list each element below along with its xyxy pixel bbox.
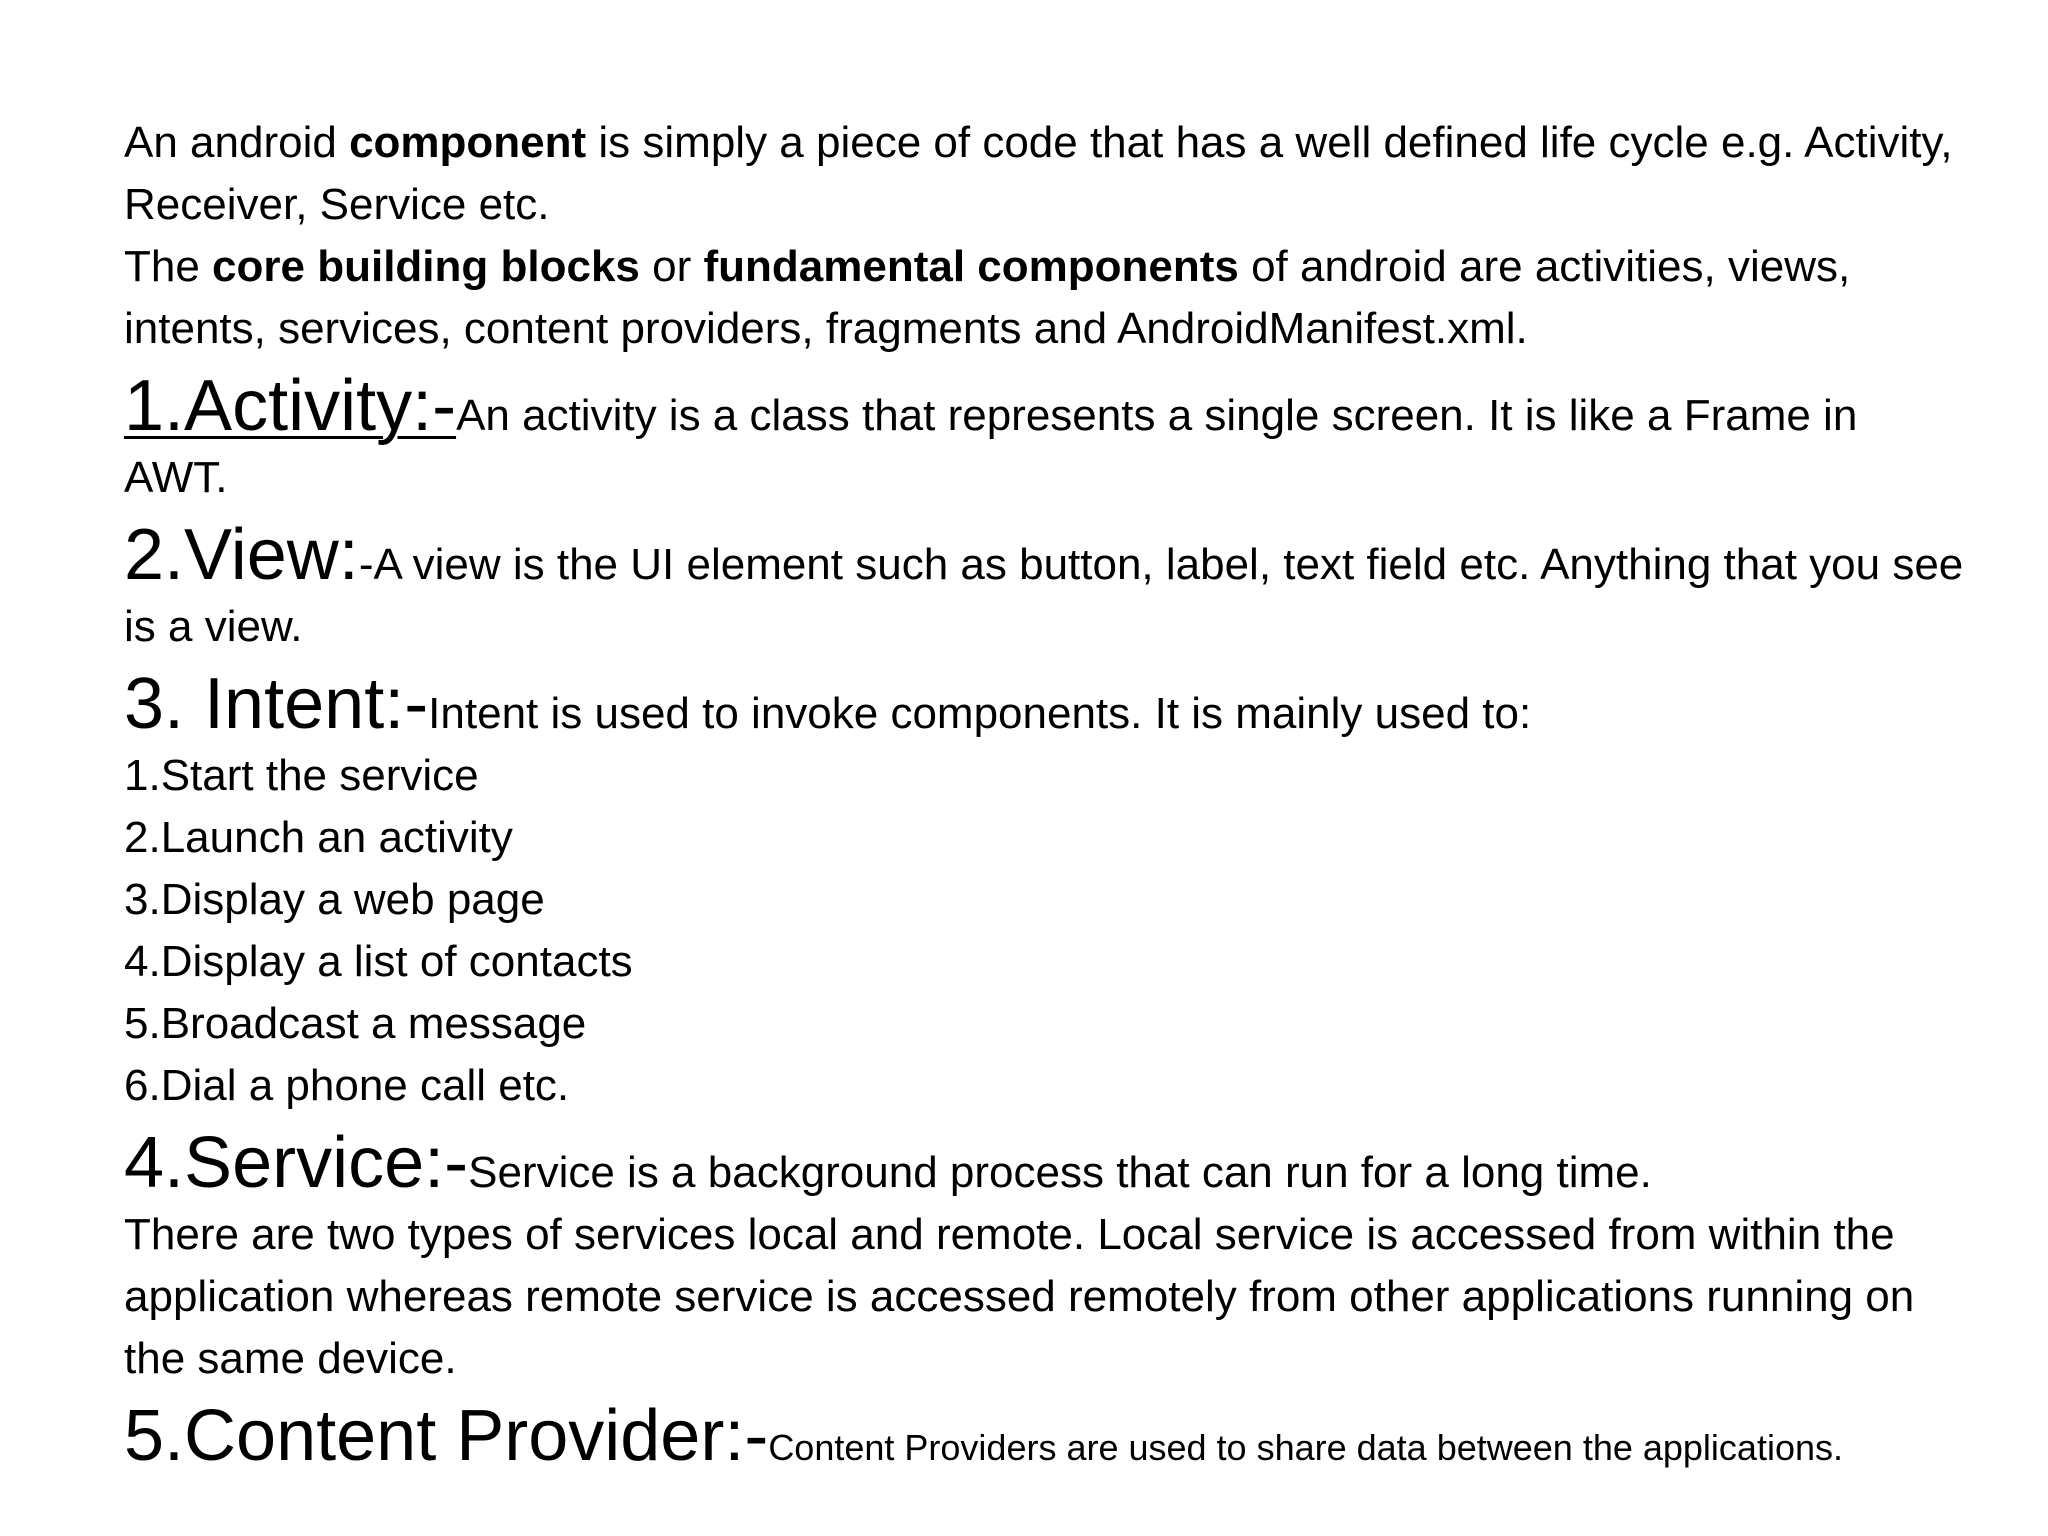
- service-detail: There are two types of services local and remote. Local service is accessed from within the application whereas remote service is accessed remotely from other applications running on the same device.: [124, 1210, 1915, 1383]
- section-content-provider: [124, 1396, 1964, 1479]
- section-intent: [124, 664, 1964, 745]
- intro-text: The: [124, 242, 213, 291]
- desc-content-provider: Content Providers are used to share data between the applications.: [768, 1427, 1843, 1468]
- heading-content-provider: 5.Content Provider:-: [124, 1396, 769, 1476]
- intro-bold-core-building-blocks: core building blocks: [212, 242, 640, 291]
- list-item: 4.Display a list of contacts: [124, 937, 633, 986]
- intro-text: of android are activities, views, intents, services, content providers, fragments and AndroidManifest.xml.: [124, 242, 1851, 353]
- heading-activity: 1.Activity:-: [124, 366, 457, 446]
- list-item: 1.Start the service: [124, 751, 479, 800]
- heading-view: 2.View:: [124, 515, 359, 595]
- desc-service: Service is a background process that can run for a long time.: [468, 1148, 1652, 1197]
- desc-activity: An activity is a class that represents a single screen. It is like a Frame in AWT.: [124, 391, 1858, 502]
- list-item: 3.Display a web page: [124, 875, 545, 924]
- list-item: 2.Launch an activity: [124, 813, 513, 862]
- intro-bold-component: component: [349, 118, 587, 167]
- list-item: 5.Broadcast a message: [124, 999, 587, 1048]
- intent-uses-list: [124, 745, 1964, 1117]
- heading-intent: 3. Intent:-: [124, 664, 429, 744]
- section-activity: [124, 366, 1964, 509]
- list-item: 6.Dial a phone call etc.: [124, 1061, 570, 1110]
- desc-intent: Intent is used to invoke components. It is mainly used to:: [428, 689, 1532, 738]
- intro-paragraph-component: [124, 112, 1964, 236]
- heading-service: 4.Service:-: [124, 1123, 469, 1203]
- intro-paragraph-building-blocks: [124, 236, 1964, 360]
- intro-text: is simply a piece of code that has a well defined life cycle e.g. Activity, Receiver, Service etc.: [124, 118, 1953, 229]
- slide-content: [124, 112, 1964, 1479]
- intro-bold-fundamental-components: fundamental components: [703, 242, 1239, 291]
- section-service: [124, 1123, 1964, 1204]
- intro-text: or: [639, 242, 704, 291]
- intro-text: An android: [124, 118, 350, 167]
- section-view: [124, 515, 1964, 658]
- desc-view: -A view is the UI element such as button, label, text field etc. Anything that you see is a view.: [124, 540, 1964, 651]
